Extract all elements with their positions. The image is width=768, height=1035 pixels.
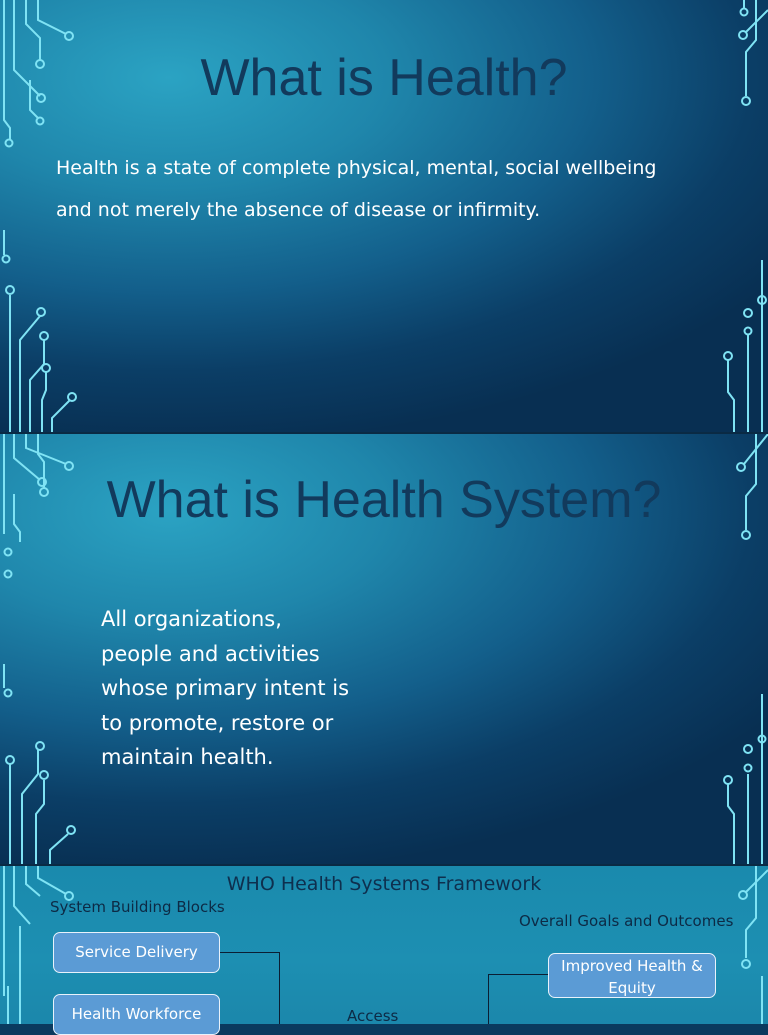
definition-line: Health is a state of complete physical, mental, social wellbeing: [56, 157, 657, 179]
box-line: Equity: [608, 979, 656, 997]
slide-what-is-health: [0, 0, 768, 432]
box-line: Improved Health &: [561, 957, 703, 975]
definition-line: whose primary intent is: [101, 676, 350, 700]
definition-line: and not merely the absence of disease or infirmity.: [56, 199, 541, 221]
slide-title: What is Health?: [200, 49, 568, 107]
connector-line: [488, 974, 489, 1024]
improved-health-equity-box: [548, 953, 716, 998]
health-system-definition: [101, 602, 421, 775]
definition-line: to promote, restore or: [101, 710, 334, 735]
connector-line: [279, 952, 280, 1024]
health-definition: [56, 147, 736, 231]
definition-line: people and activities: [101, 641, 320, 666]
health-workforce-box: Health Workforce: [53, 994, 220, 1035]
connector-line: [220, 952, 280, 953]
system-building-blocks-heading: System Building Blocks: [50, 898, 225, 916]
definition-line: All organizations,: [101, 607, 282, 631]
framework-title: WHO Health Systems Framework: [226, 873, 542, 895]
service-delivery-box: Service Delivery: [53, 932, 220, 973]
overall-goals-heading: Overall Goals and Outcomes: [519, 912, 734, 930]
definition-line: maintain health.: [101, 745, 274, 769]
access-label: Access: [347, 1007, 399, 1025]
connector-line: [488, 974, 548, 975]
slide-title: What is Health System?: [106, 471, 662, 529]
